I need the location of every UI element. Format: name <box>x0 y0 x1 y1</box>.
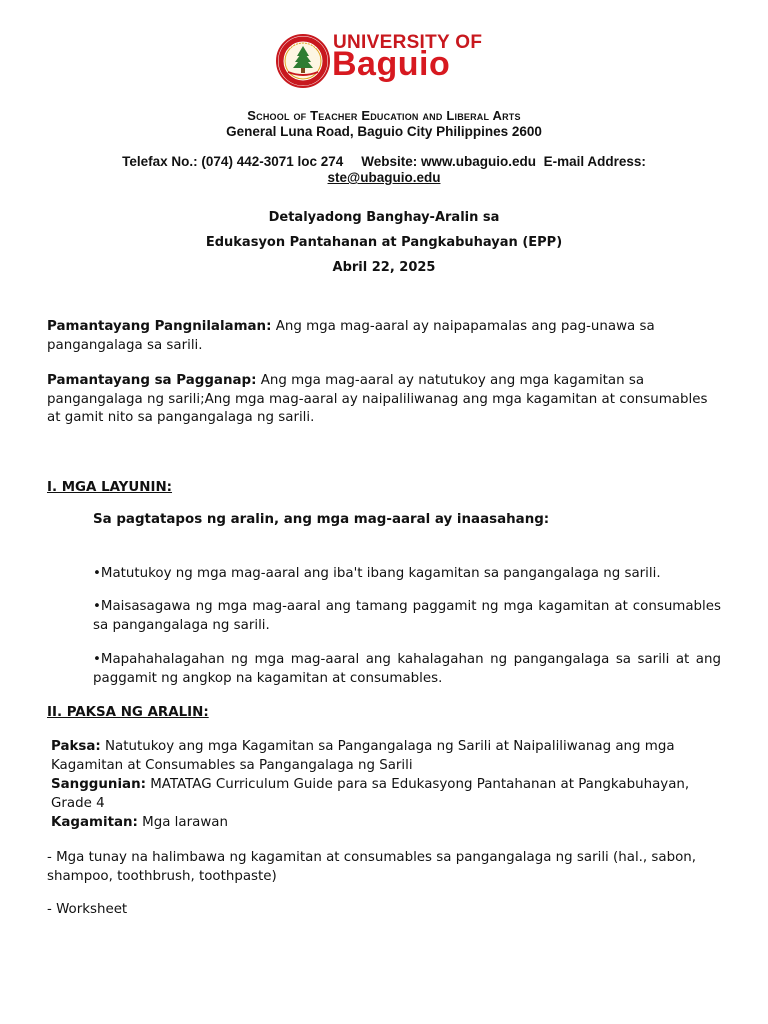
school-address: General Luna Road, Baguio City Philippines 2600 <box>226 124 542 139</box>
paksa-text: Natutukoy ang mga Kagamitan sa Pangangalaga ng Sarili at Naipaliliwanag ang mga Kagamitan at Consumables sa Pangangalaga ng Sarili <box>51 739 675 773</box>
materials-item: - Worksheet <box>47 902 128 917</box>
paksa-row <box>47 737 723 775</box>
document-subject: Edukasyon Pantahanan at Pangkabuhayan (EPP) <box>205 235 563 250</box>
objective-item: •Matutukoy ng mga mag-aaral ang iba't ibang kagamitan sa pangangalaga ng sarili. <box>93 566 661 581</box>
email-link[interactable]: ste@ubaguio.edu <box>327 170 441 185</box>
objective-item: •Maisasagawa ng mga mag-aaral ang tamang paggamit ng mga kagamitan at consumables sa pangangalaga ng sarili. <box>93 599 721 633</box>
kagamitan-row <box>47 813 723 832</box>
performance-standard-text: Ang mga mag-aaral ay natutukoy ang mga kagamitan sa pangangalaga ng sarili;Ang mga mag-aaral ay naipaliliwanag ang mga kagamitan at consumables at gamit nito sa pangangalaga ng sarili. <box>47 373 708 425</box>
performance-standard <box>47 372 723 428</box>
kagamitan-label: Kagamitan: <box>51 815 138 830</box>
telefax: Telefax No.: (074) 442-3071 loc 274 <box>122 154 344 169</box>
website: Website: www.ubaguio.edu <box>361 154 537 169</box>
school-name: School of Teacher Education and Liberal Arts <box>247 108 521 123</box>
performance-standard-label: Pamantayang sa Pagganap: <box>47 373 257 388</box>
content-standard-text: Ang mga mag-aaral ay naipapamalas ang pag-unawa sa pangangalaga sa sarili. <box>47 319 655 353</box>
document-title: Detalyadong Banghay-Aralin sa <box>268 210 500 225</box>
content-standard-label: Pamantayang Pangnilalaman: <box>47 319 272 334</box>
university-logo <box>276 32 506 86</box>
contact-line <box>0 154 768 169</box>
objectives-heading: I. MGA LAYUNIN: <box>47 480 173 495</box>
content-standard <box>47 318 723 355</box>
logo-university-of: UNIVERSITY OF <box>333 32 483 53</box>
sanggunian-row <box>47 775 723 813</box>
email-label: E-mail Address: <box>543 154 646 169</box>
document-date: Abril 22, 2025 <box>332 260 436 275</box>
kagamitan-text: Mga larawan <box>137 815 228 830</box>
university-seal-icon <box>276 34 330 88</box>
subject-details <box>47 737 723 832</box>
materials-item: - Mga tunay na halimbawa ng kagamitan at consumables sa pangangalaga ng sarili (hal., sabon, shampoo, toothbrush, toothpaste) <box>47 850 697 884</box>
paksa-label: Paksa: <box>51 739 101 754</box>
sanggunian-label: Sanggunian: <box>51 777 146 792</box>
sanggunian-text: MATATAG Curriculum Guide para sa Edukasyong Pantahanan at Pangkabuhayan, Grade 4 <box>51 777 690 811</box>
subject-heading: II. PAKSA NG ARALIN: <box>47 705 209 720</box>
objectives-intro: Sa pagtatapos ng aralin, ang mga mag-aaral ay inaasahang: <box>93 512 550 527</box>
logo-baguio: Baguio <box>332 45 451 83</box>
objective-item: •Mapahahalagahan ng mga mag-aaral ang kahalagahan ng pangangalaga sa sarili at ang paggamit ng angkop na kagamitan at consumables. <box>93 652 721 686</box>
